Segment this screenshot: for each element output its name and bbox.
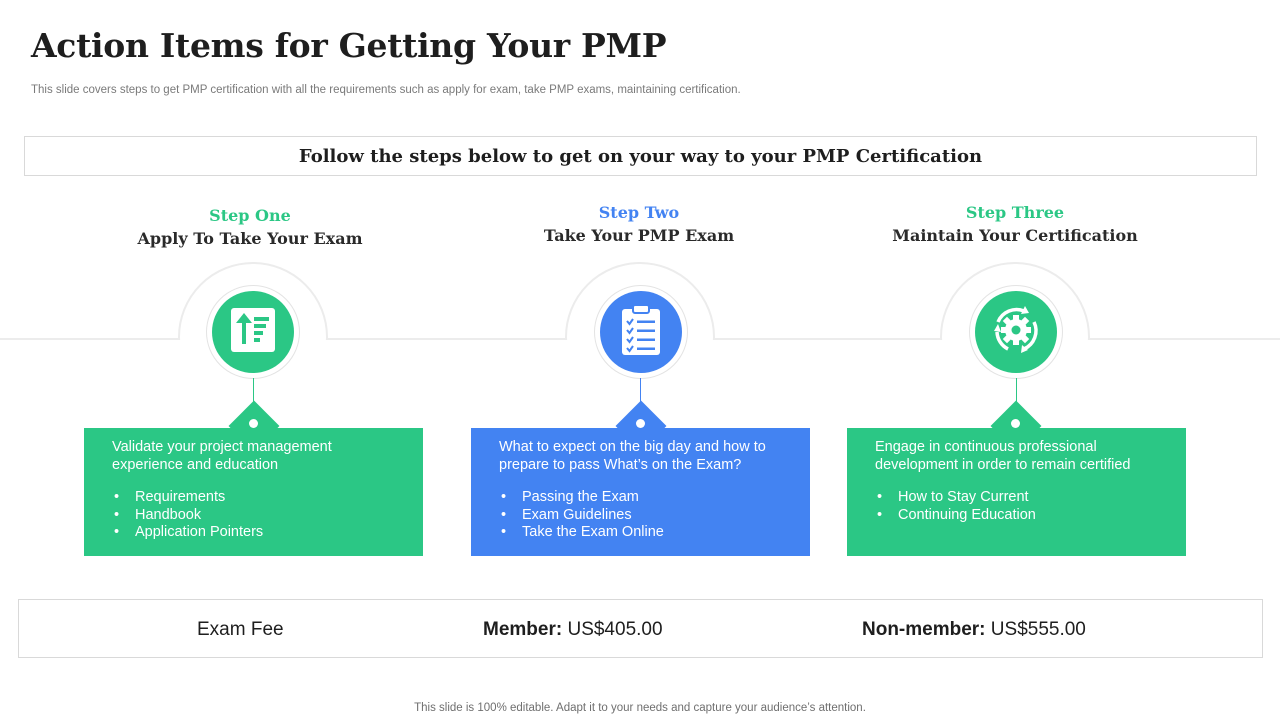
step-three-list bbox=[875, 489, 1158, 524]
step-three-header bbox=[845, 203, 1185, 245]
exam-fee-box bbox=[18, 599, 1263, 658]
list-item: • Take the Exam Online bbox=[499, 524, 782, 542]
nonmember-fee-value: US$555.00 bbox=[990, 619, 1086, 640]
step-one-title: Apply To Take Your Exam bbox=[137, 229, 363, 248]
nonmember-fee bbox=[862, 619, 1086, 641]
steps-banner: Follow the steps below to get on your way to your PMP Certification bbox=[24, 136, 1257, 176]
list-item: • Requirements bbox=[112, 489, 395, 507]
step-three-description: Engage in continuous professional development in order to remain certified bbox=[875, 439, 1131, 473]
list-item: • Handbook bbox=[112, 507, 395, 525]
step-one-list bbox=[112, 489, 395, 542]
list-item: • Exam Guidelines bbox=[499, 507, 782, 525]
gear-cycle-icon bbox=[988, 302, 1044, 363]
step-three-icon-ring bbox=[970, 286, 1062, 378]
step-one-icon-ring bbox=[207, 286, 299, 378]
list-item: • Passing the Exam bbox=[499, 489, 782, 507]
step-two-label: Step Two bbox=[598, 203, 680, 222]
member-fee-value: US$405.00 bbox=[567, 619, 663, 640]
step-two-title: Take Your PMP Exam bbox=[543, 226, 735, 245]
step-two-description: What to expect on the big day and how to prepare to pass What’s on the Exam? bbox=[499, 439, 766, 473]
exam-fee-label: Exam Fee bbox=[197, 619, 284, 640]
step-three-label: Step Three bbox=[965, 203, 1065, 222]
list-item: • Continuing Education bbox=[875, 507, 1158, 525]
list-item: • Application Pointers bbox=[112, 524, 395, 542]
step-one-card bbox=[84, 428, 423, 556]
step-two-header bbox=[469, 203, 809, 245]
step-two-icon-ring bbox=[595, 286, 687, 378]
member-fee bbox=[483, 619, 663, 641]
footer-note: This slide is 100% editable. Adapt it to your needs and capture your audience’s attention. bbox=[414, 702, 866, 714]
step-three-title: Maintain Your Certification bbox=[892, 226, 1138, 245]
clipboard-checklist-icon bbox=[621, 304, 661, 361]
sort-list-icon bbox=[231, 308, 275, 357]
step-one-label: Step One bbox=[209, 206, 291, 225]
step-two-card bbox=[471, 428, 810, 556]
step-one-description: Validate your project management experience and education bbox=[112, 439, 332, 473]
page-title: Action Items for Getting Your PMP bbox=[31, 26, 667, 65]
nonmember-fee-label: Non-member: bbox=[862, 619, 986, 640]
step-three-card bbox=[847, 428, 1186, 556]
list-item: • How to Stay Current bbox=[875, 489, 1158, 507]
member-fee-label: Member: bbox=[483, 619, 563, 640]
step-two-list bbox=[499, 489, 782, 542]
step-one-header bbox=[80, 206, 420, 248]
page-subtitle: This slide covers steps to get PMP certification with all the requirements such as apply for exam, take PMP exams, maintaining certification. bbox=[31, 84, 741, 96]
